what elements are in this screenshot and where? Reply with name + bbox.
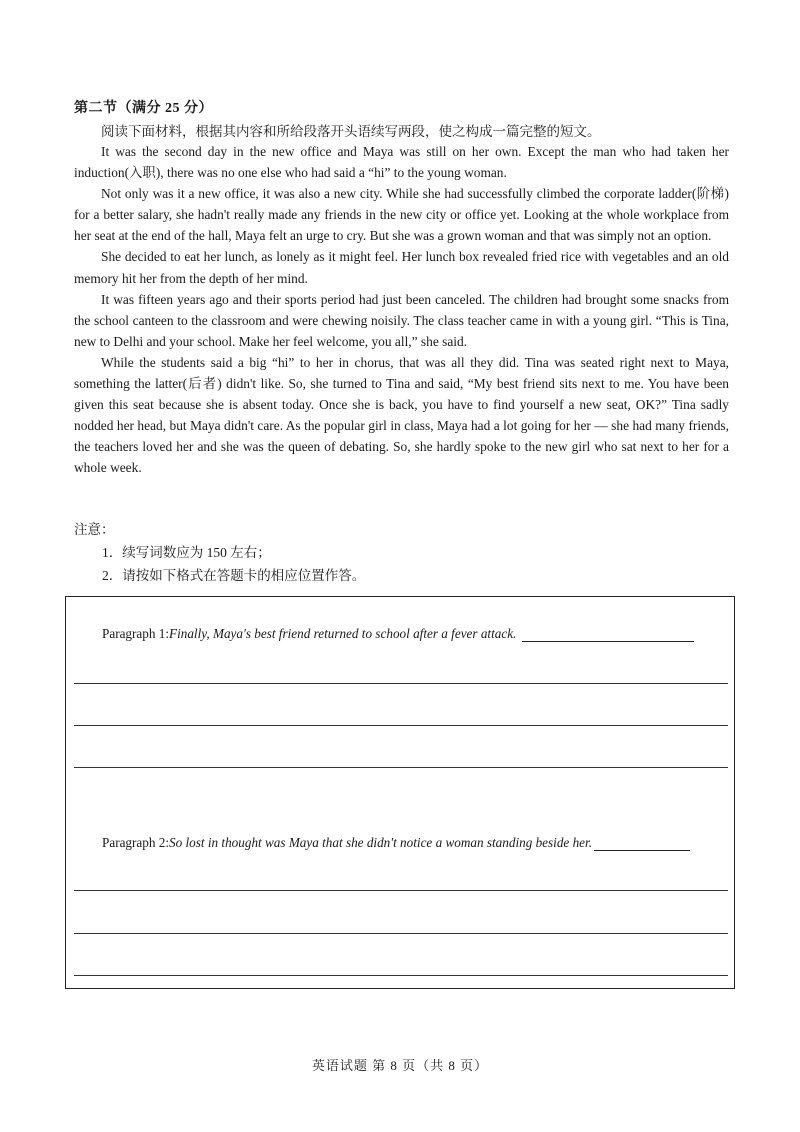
passage-paragraph: Not only was it a new office, it was also a new city. While she had successfully climbed the corporate ladder(阶梯) for a better salary, she hadn't really made any friends in the new city or office yet. Looking at the whole workplace from her seat at the end of the hall, Maya felt an urge to cry. But she was a grown woman and that was simply not an option. <box>74 186 729 244</box>
passage-paragraph: She decided to eat her lunch, as lonely as it might feel. Her lunch box revealed fried rice with vegetables and an old memory hit her from the depth of her mind. <box>74 249 729 286</box>
paragraph1-blank[interactable] <box>522 627 694 642</box>
passage-paragraph: It was the second day in the new office and Maya was still on her own. Except the man who had taken her induction(入职), there was no one else who had said a “hi” to the young woman. <box>74 144 729 181</box>
passage-paragraph: It was fifteen years ago and their sports period had just been canceled. The children had brought some snacks from the school canteen to the classroom and were chewing noisily. The class teacher came in with a young girl. “This is Tina, new to Delhi and your school. Make her feel welcome, you all,” she said. <box>74 291 729 349</box>
reading-passage <box>74 141 729 479</box>
paragraph2-text: So lost in thought was Maya that she didn't notice a woman standing beside her. <box>169 835 592 850</box>
section-title: 第二节（满分 25 分） <box>74 101 213 116</box>
paragraph2-prompt <box>102 835 690 851</box>
writing-line[interactable] <box>74 890 728 891</box>
note-item: 1．续写词数应为 150 左右； <box>102 545 271 560</box>
paragraph2-label: Paragraph 2: <box>102 835 170 850</box>
writing-line[interactable] <box>74 933 728 934</box>
paragraph1-text: Finally, Maya's best friend returned to school after a fever attack. <box>169 626 517 641</box>
paragraph1-prompt <box>102 626 694 642</box>
passage-paragraph: While the students said a big “hi” to her in chorus, that was all they did. Tina was seated right next to Maya, something the latter(后者) didn't like. So, she turned to Tina and said, “My best friend sits next to me. You have been given this seat because she is absent today. Once she is back, you have to find yourself a new seat, OK?” Tina sadly nodded her head, but Maya didn't care. As the popular girl in class, Maya had a lot going for her — she had many friends, the teachers loved her and she was the queen of debating. So, she hardly spoke to the new girl who sat next to her for a whole week. <box>74 354 729 476</box>
paragraph1-label: Paragraph 1: <box>102 626 170 641</box>
answer-box[interactable] <box>65 596 735 989</box>
writing-line[interactable] <box>74 767 728 768</box>
page-footer: 英语试题 第 8 页（共 8 页） <box>311 1058 489 1073</box>
note-item: 2．请按如下格式在答题卡的相应位置作答。 <box>102 568 366 583</box>
notes-section <box>74 518 365 587</box>
section-instruction: 阅读下面材料，根据其内容和所给段落开头语续写两段，使之构成一篇完整的短文。 <box>101 124 601 139</box>
notes-heading: 注意： <box>74 522 115 537</box>
writing-line[interactable] <box>74 975 728 976</box>
paragraph2-blank[interactable] <box>594 836 690 851</box>
writing-line[interactable] <box>74 725 728 726</box>
writing-line[interactable] <box>74 683 728 684</box>
